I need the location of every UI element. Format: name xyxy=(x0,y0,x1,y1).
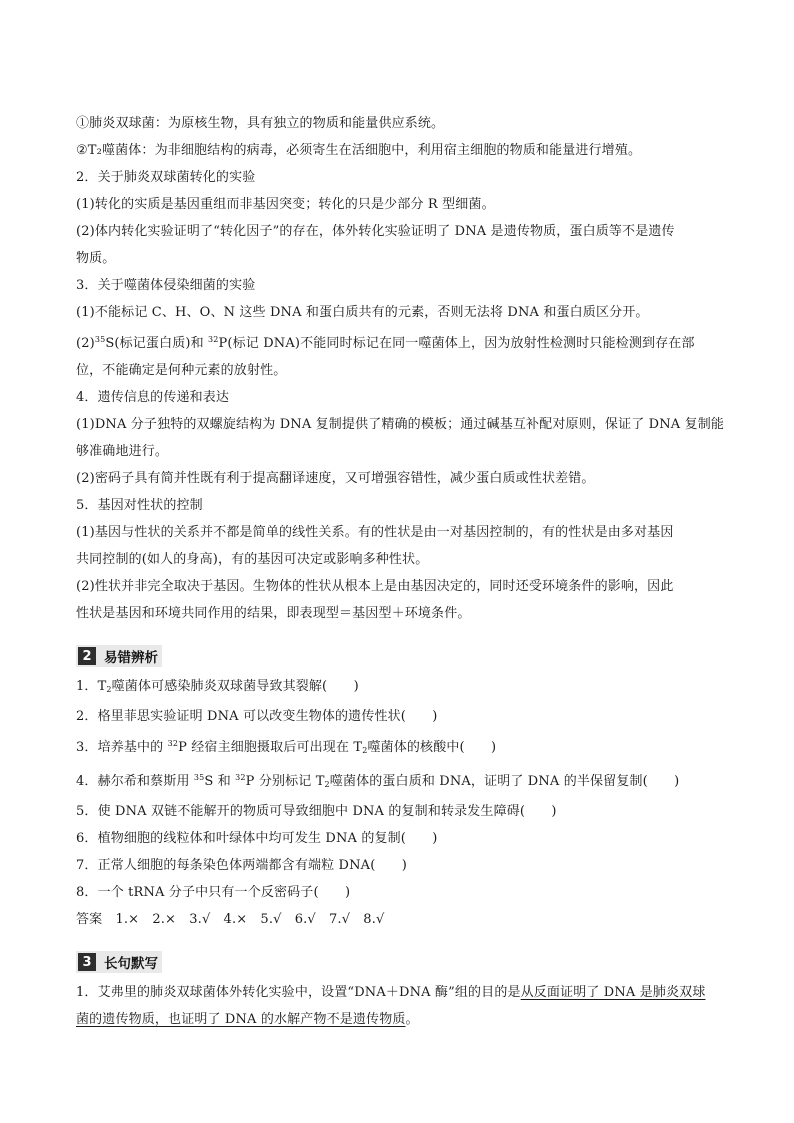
point-2-para-1: (1)转化的实质是基因重组而非基因突变；转化的只是少部分 R 型细菌。 xyxy=(76,197,495,212)
text: 1．艾弗里的肺炎双球菌体外转化实验中，设置“DNA＋DNA 酶”组的目的是 xyxy=(76,985,521,1000)
underlined-answer: 从反面证明了 DNA 是肺炎双球 xyxy=(520,985,706,1000)
point-5-para-1b: 共同控制的(如人的身高)，有的基因可决定或影响多种性状。 xyxy=(76,552,429,567)
point-2-para-2a: (2)体内转化实验证明了“转化因子”的存在，体外转化实验证明了 DNA 是遗传物质，蛋白质等不是遗传 xyxy=(76,224,675,239)
answer-key: 答案 1.× 2.× 3.√ 4.× 5.√ 6.√ 7.√ 8.√ xyxy=(76,912,385,927)
subscript: 2 xyxy=(362,746,368,755)
text: 噬菌体的核酸中( ) xyxy=(367,740,497,755)
text: 。 xyxy=(405,1012,419,1027)
text: P(标记 DNA)不能同时标记在同一噬菌体上，因为放射性检测时只能检测到存在部 xyxy=(218,336,695,351)
point-2-para-2b: 物质。 xyxy=(76,251,116,266)
section-title: 易错辨析 xyxy=(104,650,158,666)
long-answer-1a xyxy=(76,979,721,1006)
text: 3．培养基中的 xyxy=(76,740,168,755)
text: 噬菌体可感染肺炎双球菌导致其裂解( ) xyxy=(111,679,359,694)
subscript: 2 xyxy=(106,685,112,694)
point-4-title: 4．遗传信息的传递和表达 xyxy=(76,390,230,405)
section-number-badge: 3 xyxy=(78,953,96,971)
document-body xyxy=(76,110,725,1033)
text: 噬菌体的蛋白质和 DNA，证明了 DNA 的半保留复制( ) xyxy=(329,774,680,789)
point-5-para-2a: (2)性状并非完全取决于基因。生物体的性状从根本上是由基因决定的，同时还受环境条件的影响，因此 xyxy=(76,579,674,594)
question-2: 2．格里菲思实验证明 DNA 可以改变生物体的遗传性状( ) xyxy=(76,709,438,724)
point-4-para-1a: (1)DNA 分子独特的双螺旋结构为 DNA 复制提供了精确的模板；通过碱基互补配对原则，保证了 DNA 复制能 xyxy=(76,417,725,432)
text: (2) xyxy=(76,336,95,351)
section-2-header xyxy=(76,645,162,667)
point-2-title: 2．关于肺炎双球菌转化的实验 xyxy=(76,170,256,185)
text: P 经宿主细胞摄取后可出现在 T xyxy=(178,740,363,755)
intro-item-1: ①肺炎双球菌：为原核生物，具有独立的物质和能量供应系统。 xyxy=(76,116,445,131)
question-7: 7．正常人细胞的每条染色体两端都含有端粒 DNA( ) xyxy=(76,858,407,873)
section-3-header xyxy=(76,951,162,973)
point-4-para-2: (2)密码子具有简并性既有利于提高翻译速度，又可增强容错性，减少蛋白质或性状差错。 xyxy=(76,471,595,486)
point-4-para-1b: 够准确地进行。 xyxy=(76,444,169,459)
isotope-superscript: 32 xyxy=(208,335,219,344)
long-answer-1b xyxy=(76,1006,721,1033)
point-3-para-2a xyxy=(76,326,721,357)
point-3-title: 3．关于噬菌体侵染细菌的实验 xyxy=(76,278,256,293)
question-8: 8．一个 tRNA 分子中只有一个反密码子( ) xyxy=(76,885,351,900)
point-3-para-2b: 位，不能确定是何种元素的放射性。 xyxy=(76,363,287,378)
isotope-superscript: 35 xyxy=(193,773,205,782)
question-6: 6．植物细胞的线粒体和叶绿体中均可发生 DNA 的复制( ) xyxy=(76,831,438,846)
text: 1．T xyxy=(76,679,107,694)
section-title: 长句默写 xyxy=(104,956,158,972)
section-number-badge: 2 xyxy=(78,647,96,665)
question-5: 5．使 DNA 双链不能解开的物质可导致细胞中 DNA 的复制和转录发生障碍( ) xyxy=(76,804,557,819)
text: S 和 xyxy=(204,774,236,789)
point-3-para-1: (1)不能标记 C、H、O、N 这些 DNA 和蛋白质共有的元素，否则无法将 DNA 和蛋白质区分开。 xyxy=(76,305,649,320)
point-5-para-1a: (1)基因与性状的关系并不都是简单的线性关系。有的性状是由一对基因控制的，有的性状是由多对基因 xyxy=(76,525,674,540)
text: S(标记蛋白质)和 xyxy=(105,336,209,351)
isotope-superscript: 32 xyxy=(235,773,246,782)
text: 4．赫尔希和蔡斯用 xyxy=(76,774,194,789)
intro-item-2: ②T₂噬菌体：为非细胞结构的病毒，必须寄生在活细胞中，利用宿主细胞的物质和能量进行增殖。 xyxy=(76,143,642,158)
point-5-para-2b: 性状是基因和环境共同作用的结果，即表现型＝基因型＋环境条件。 xyxy=(76,606,471,621)
subscript: 2 xyxy=(324,780,330,789)
question-3 xyxy=(76,730,721,764)
text: P 分别标记 T xyxy=(245,774,325,789)
question-1 xyxy=(76,673,721,703)
underlined-answer: 菌的遗传物质，也证明了 DNA 的水解产物不是遗传物质 xyxy=(76,1012,406,1027)
isotope-superscript: 32 xyxy=(167,739,179,748)
isotope-superscript: 35 xyxy=(94,335,106,344)
question-4 xyxy=(76,764,721,798)
point-5-title: 5．基因对性状的控制 xyxy=(76,498,203,513)
